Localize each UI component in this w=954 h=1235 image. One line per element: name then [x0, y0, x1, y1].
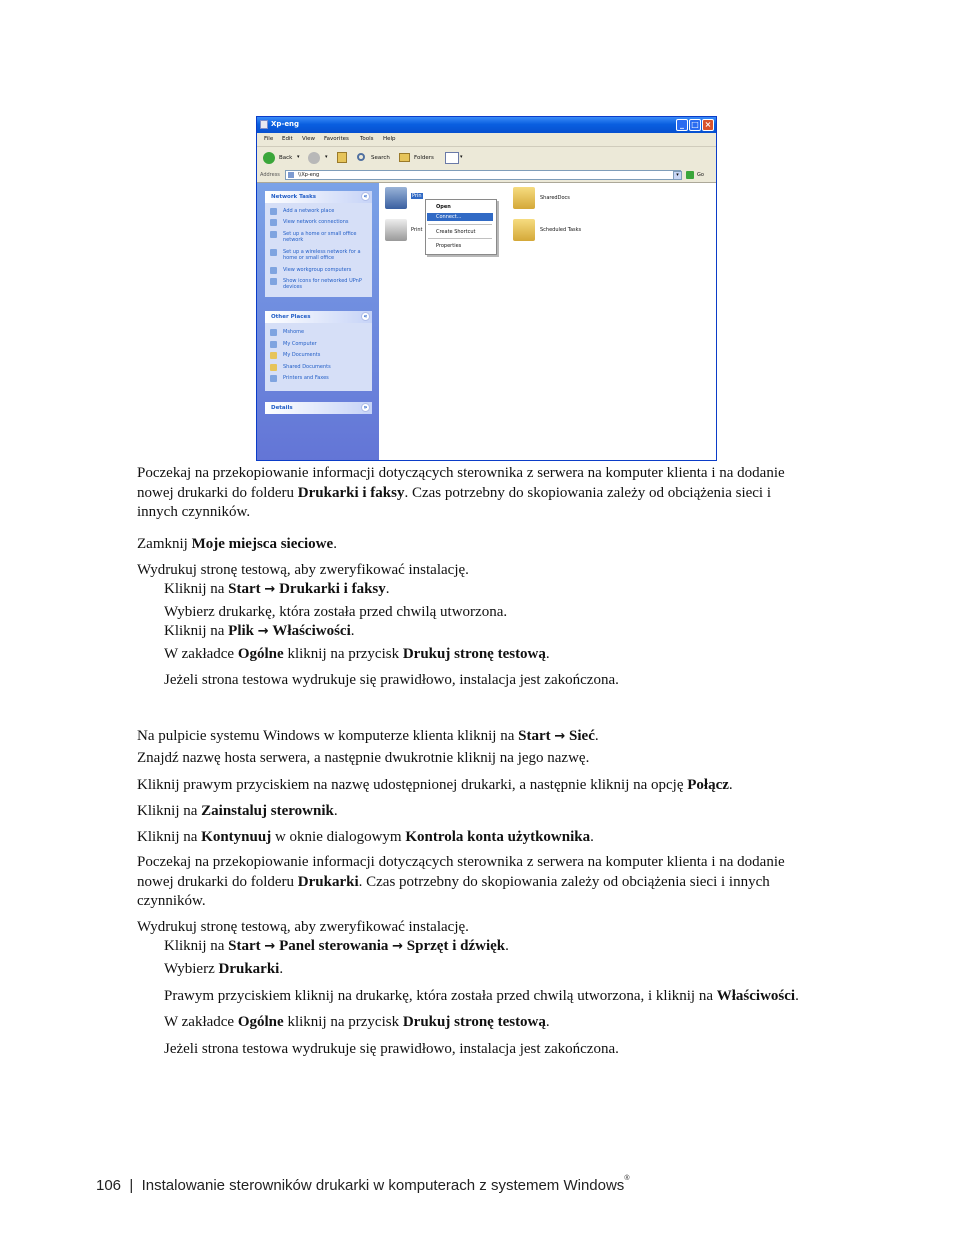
text-line: czynników.: [137, 893, 206, 909]
up-folder-icon[interactable]: [337, 152, 347, 163]
window-title: Xp-eng: [271, 120, 300, 128]
folders-icon[interactable]: [399, 153, 410, 162]
step-continue-uac: Kliknij na Kontynuuj w oknie dialogowym Kontrola konta użytkownika.: [137, 829, 594, 845]
step-print-test: Wydrukuj stronę testową, aby zweryfikować instalację.: [137, 562, 469, 578]
menu-tools[interactable]: Tools: [360, 136, 374, 142]
menu-help[interactable]: Help: [383, 136, 396, 142]
explorer-screenshot: [256, 116, 717, 461]
substep-start-printers: Kliknij na Start → Drukarki i faksy.: [164, 581, 390, 597]
menu-connect[interactable]: Connect...: [436, 214, 462, 220]
step-print-test-2: Wydrukuj stronę testową, aby zweryfikować instalację.: [137, 919, 469, 935]
substep-general-tab: W zakładce Ogólne kliknij na przycisk Drukuj stronę testową.: [164, 646, 550, 662]
substep-select-printer: Wybierz drukarkę, która została przed chwilą utworzona.: [164, 604, 508, 620]
menu-divider: [428, 238, 492, 239]
title-bar: [257, 117, 716, 133]
close-icon[interactable]: ×: [702, 119, 714, 131]
back-dropdown-icon[interactable]: ▾: [297, 154, 300, 160]
shared-docs-label: SharedDocs: [540, 195, 570, 201]
substep-file-properties: Kliknij na Plik → Właściwości.: [164, 623, 355, 639]
window-icon: [260, 120, 268, 129]
footer-separator: |: [129, 1177, 134, 1194]
paragraph-wait-copy: [137, 464, 785, 523]
step-connect-printer: Kliknij prawym przyciskiem na nazwę udostępnionej drukarki, a następnie kliknij na opcję Połącz.: [137, 777, 733, 793]
expand-icon[interactable]: »: [361, 403, 370, 412]
scheduled-tasks-icon: [513, 219, 535, 241]
printer-icon: [385, 219, 407, 241]
page-footer: [96, 1177, 629, 1194]
forward-arrow-icon[interactable]: [308, 152, 320, 164]
details-title: Details: [271, 405, 293, 411]
printer-icon: [270, 375, 277, 382]
forward-dropdown-icon[interactable]: ▾: [325, 154, 328, 160]
search-label[interactable]: Search: [371, 155, 390, 161]
folder-icon: [270, 352, 277, 359]
step-close-network: Zamknij Moje miejsca sieciowe.: [137, 536, 337, 552]
wireless-icon: [270, 249, 277, 256]
menu-favorites[interactable]: Favorites: [324, 136, 349, 142]
toolbar: [257, 147, 716, 170]
step-find-host: Znajdź nazwę hosta serwera, a następnie dwukrotnie kliknij na jego nazwę.: [137, 750, 590, 766]
menu-create-shortcut[interactable]: Create Shortcut: [436, 229, 476, 235]
collapse-icon[interactable]: «: [361, 192, 370, 201]
folders-label[interactable]: Folders: [414, 155, 434, 161]
other-places-header[interactable]: [265, 311, 372, 323]
arrow-icon: →: [264, 939, 276, 954]
other-places-title: Other Places: [271, 314, 311, 320]
menu-divider: [428, 224, 492, 225]
search-icon[interactable]: [357, 153, 365, 161]
computer-icon: [270, 341, 277, 348]
context-menu: [425, 199, 497, 255]
views-icon[interactable]: [445, 152, 459, 164]
paragraph-wait-copy-2: [137, 853, 785, 912]
menu-edit[interactable]: Edit: [282, 136, 293, 142]
back-arrow-icon[interactable]: [263, 152, 275, 164]
back-label[interactable]: Back: [279, 155, 293, 161]
menu-bar: [257, 133, 716, 147]
shared-folder-icon: [513, 187, 535, 209]
step-install-driver: Kliknij na Zainstaluj sterownik.: [137, 803, 338, 819]
substep-done: Jeżeli strona testowa wydrukuje się prawidłowo, instalacja jest zakończona.: [164, 672, 619, 688]
substep-done-2: Jeżeli strona testowa wydrukuje się prawidłowo, instalacja jest zakończona.: [164, 1041, 619, 1057]
details-header[interactable]: [265, 402, 372, 414]
network-tasks-panel: Network Tasks « Add a network place View network connections Set up a home or small office network Set up a wireless network for a home or small office View workgroup computers Show icons for networked UPnP devices: [265, 191, 372, 297]
menu-properties[interactable]: Properties: [436, 243, 462, 249]
text-line: Poczekaj na przekopiowanie informacji dotyczących sterownika z serwera na komputer klienta i na dodanie: [137, 465, 785, 481]
substep-control-panel: Kliknij na Start → Panel sterowania → Sprzęt i dźwięk.: [164, 938, 509, 954]
network-place-icon: [270, 208, 277, 215]
scheduled-tasks-label: Scheduled Tasks: [540, 227, 582, 233]
other-places-panel: Other Places « Mshome My Computer My Documents Shared Documents Printers and Faxes: [265, 311, 372, 391]
footer-title: Instalowanie sterowników drukarki w komputerach z systemem Windows: [141, 1177, 625, 1194]
go-arrow-icon[interactable]: [686, 171, 694, 179]
details-panel: [265, 402, 372, 414]
task-pane: [257, 183, 379, 461]
text-line: nowej drukarki do folderu Drukarki i faksy. Czas potrzebny do skopiowania zależy od obciążenia sieci i: [137, 484, 772, 501]
registered-mark: ®: [624, 1175, 630, 1182]
views-dropdown-icon[interactable]: ▾: [460, 154, 463, 160]
maximize-icon[interactable]: □: [689, 119, 701, 131]
arrow-icon: →: [392, 939, 404, 954]
arrow-icon: →: [257, 624, 269, 639]
page-number: 106: [96, 1177, 122, 1194]
folder-icon: [270, 364, 277, 371]
menu-open[interactable]: Open: [436, 204, 451, 210]
substep-right-click-properties: Prawym przyciskiem kliknij na drukarkę, która została przed chwilą utworzona, i kliknij na Właściwości.: [164, 988, 799, 1004]
menu-file[interactable]: File: [264, 136, 274, 142]
arrow-icon: →: [264, 582, 276, 597]
network-icon: [288, 172, 294, 178]
address-bar: [257, 169, 716, 183]
text-line: Poczekaj na przekopiowanie informacji dotyczących sterownika z serwera na komputer klienta i na dodanie: [137, 854, 785, 870]
address-input[interactable]: [285, 170, 681, 180]
collapse-icon[interactable]: «: [361, 312, 370, 321]
text-line: innych czynników.: [137, 504, 251, 520]
printer-2-label: Print: [411, 227, 423, 233]
arrow-icon: →: [554, 729, 566, 744]
address-dropdown-icon[interactable]: ▾: [673, 171, 682, 180]
text-line: nowej drukarki do folderu Drukarki. Czas potrzebny do skopiowania zależy od obciążenia sieci i innych: [137, 873, 770, 890]
address-label: Address: [260, 172, 280, 178]
workgroup-icon: [270, 329, 277, 336]
step-start-network: Na pulpicie systemu Windows w komputerze klienta kliknij na Start → Sieć.: [137, 728, 599, 744]
connections-icon: [270, 219, 277, 226]
upnp-icon: [270, 278, 277, 285]
network-tasks-header[interactable]: [265, 191, 372, 203]
printer-icon: [385, 187, 407, 209]
home-network-icon: [270, 231, 277, 238]
workgroup-icon: [270, 267, 277, 274]
network-tasks-title: Network Tasks: [271, 194, 317, 200]
minimize-icon[interactable]: _: [676, 119, 688, 131]
substep-select-printers: Wybierz Drukarki.: [164, 961, 284, 977]
address-value: \\Xp-eng: [298, 172, 320, 178]
printer-1-label: Prin: [412, 193, 422, 199]
substep-general-tab-2: W zakładce Ogólne kliknij na przycisk Drukuj stronę testową.: [164, 1014, 550, 1030]
menu-view[interactable]: View: [302, 136, 316, 142]
go-label[interactable]: Go: [697, 172, 704, 178]
